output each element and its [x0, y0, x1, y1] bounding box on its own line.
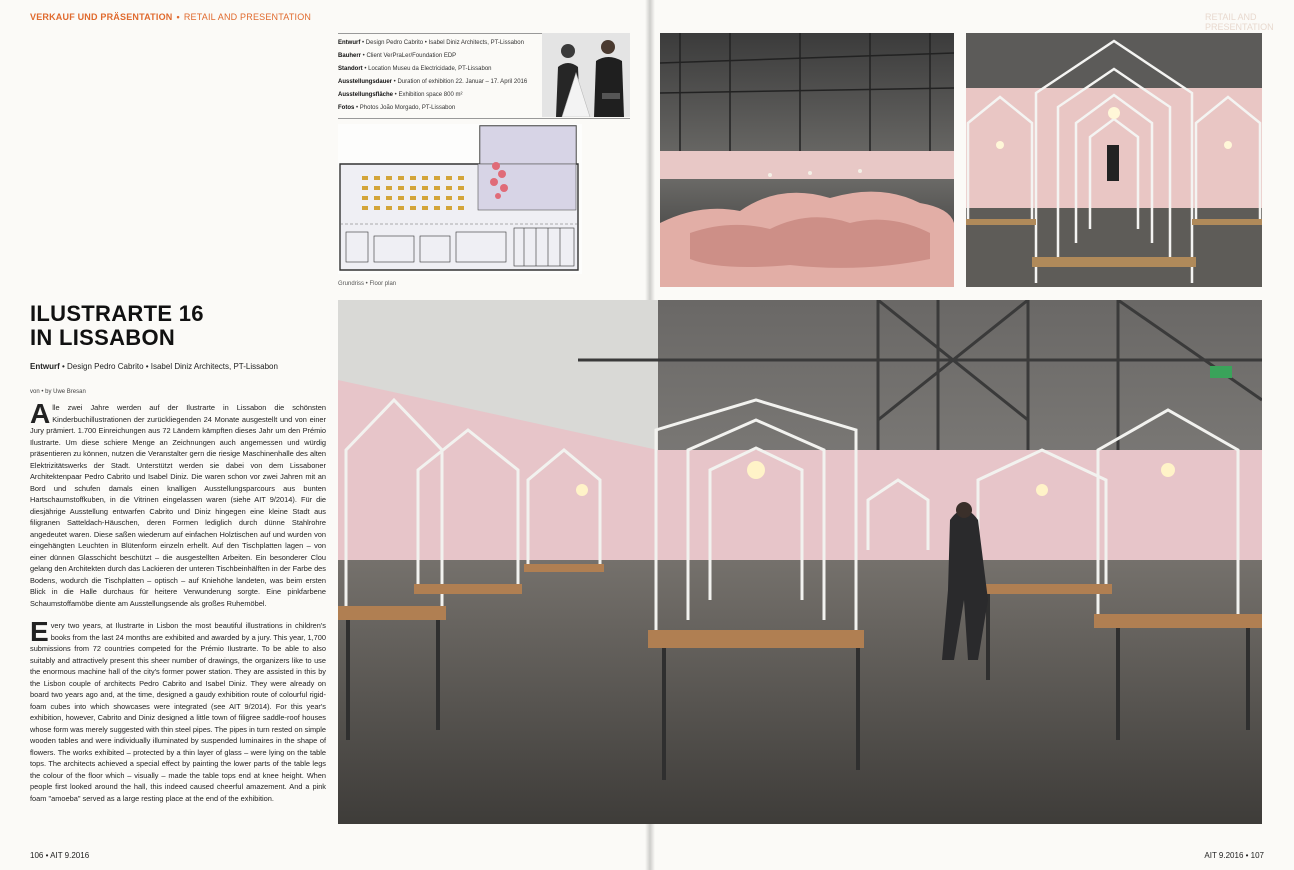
fact-value: • Exhibition space 800 m²: [393, 92, 463, 98]
credit-label: Entwurf: [30, 362, 60, 371]
fact-value: • Client VerPraLer/Foundation EDP: [361, 53, 457, 59]
fact-row: [338, 63, 538, 76]
body-text: lle zwei Jahre werden auf der Ilustrarte in Lissabon die schönsten Kinderbuchillustrationen der zurückliegenden 24 Monate ausgestellt und von einer Jury prämiert. 1.700 Einreichungen aus 72 Ländern kämpften dieses Jahr um den Prémio Ilustrarte. Um diese schiere Menge an Zeichnungen auch angemessen und würdig präsentieren zu können, nutzen die Veranstalter gern die riesige Maschinenhalle des alten Elektrizitätswerks der Stadt. Unterstützt werden sie dabei von dem Lissaboner Architektenpaar Pedro Cabrito und Isabel Diniz. Die waren schon vor zwei Jahren mit an Bord und schufen damals einen knalligen Ausstellungsparcours aus bunten Hartschaumstoffkuben, in die Vitrinen eingelassen waren (siehe AIT 9/2014). Für die diesjährige Ausstellung entwarfen Cabrito und Diniz hingegen eine kleine Stadt aus filigranen Satteldach-Häuschen, deren Formen lediglich durch dünne Stahlrohre angedeutet waren. Diese saßen wiederum auf einfachen Holztischen auf und wurden von eingehängten Leuchten in Blütenform einzeln erhellt. Auf den Tischplatten lagen – von einer dünnen Glasschicht beschützt – die ausgestellten Arbeiten. Ein besonderer Clou gelang den Architekten durch das Lackieren der unteren Tischbeinhälften in der Farbe des Bodens, wodurch die Tischplatten – optisch – auf Kniehöhe landeten, was beim ersten Blick in die Halle durchaus für heitere Verwunderung sorgte. Eine pinkfarbene Schaumstoffamöbe diente am Ausstellungsende als großes Ruhemöbel.: [30, 403, 326, 608]
floor-plan-drawing: [338, 124, 582, 274]
body-text-german: [30, 398, 326, 609]
article-title-line-2: IN LISSABON: [30, 325, 176, 350]
photo-exhibition-hall-panorama: [338, 300, 1262, 824]
photo-house-frames-corridor: [966, 33, 1262, 287]
fact-label: Standort: [338, 66, 363, 72]
right-running-head: RETAIL AND PRESENTATION: [1205, 12, 1274, 32]
fact-value: • Duration of exhibition 22. Januar – 17. April 2016: [392, 79, 528, 85]
fact-value: • Photos João Morgado, PT-Lissabon: [354, 105, 456, 111]
fact-label: Fotos: [338, 105, 355, 111]
article-title: [30, 302, 204, 350]
fact-row: [338, 102, 538, 115]
credit-value: • Design Pedro Cabrito • Isabel Diniz Architects, PT-Lissabon: [59, 362, 278, 371]
article-title-line-1: ILUSTRARTE 16: [30, 301, 204, 326]
architects-portrait-photo: [542, 33, 630, 117]
section-title-en: RETAIL AND PRESENTATION: [183, 12, 312, 22]
author-byline: von • by Uwe Bresan: [30, 389, 86, 395]
drop-cap: A: [30, 398, 51, 429]
design-credit: [30, 362, 278, 371]
fact-value: • Location Museu da Electricidade, PT-Lissabon: [362, 66, 492, 72]
section-separator: •: [176, 12, 180, 22]
fact-value: • Design Pedro Cabrito • Isabel Diniz Architects, PT-Lissabon: [360, 40, 524, 46]
page-number-left: 106 • AIT 9.2016: [30, 851, 90, 860]
fact-row: [338, 89, 538, 102]
photo-pink-foam-amoeba: [660, 33, 954, 287]
section-title-de: VERKAUF UND PRÄSENTATION: [30, 12, 173, 22]
page-number-right: AIT 9.2016 • 107: [1204, 851, 1264, 860]
drop-cap: E: [30, 616, 49, 647]
fact-row: [338, 50, 538, 63]
fact-label: Ausstellungsfläche: [338, 92, 394, 98]
fact-label: Bauherr: [338, 53, 362, 59]
fact-row: [338, 37, 538, 50]
body-text: very two years, at Ilustrarte in Lisbon the most beautiful illustrations in children's books from the last 24 months are exhibited and awarded by a jury. This year, 1,700 submissions from 72 countries competed for the Prémio Ilustrarte. To be able to also suitably and attractively present this sheer number of drawings, the organizers like to use the enormous machine hall of the city's former power station. They are assisted in this by the Lisbon couple of architects Pedro Cabrito and Isabel Diniz. They were already on board two years ago and, at the time, designed a gaudy exhibition route of colourful rigid-foam cubes into which showcases were integrated (see AIT 9/2014). For this year's exhibition, however, Cabrito and Diniz designed a little town of filigree saddle-roof houses whose form was merely suggested with thin steel pipes. The pipes in turn rested on simple wooden tables and were individually illuminated by suspended luminaires in the shape of flowers. The works exhibited – protected by a thin layer of glass – were lying on the table tops. The architects achieved a special effect by painting the lower parts of the table legs the colour of the floor which – visually – made the table tops end at knee height. When people first looked around the hall, this indeed caused cheerful amazement. And a pink foam "amoeba" served as a large resting place at the end of the exhibition.: [30, 621, 326, 803]
fact-label: Entwurf: [338, 40, 361, 46]
body-text-english: [30, 616, 326, 804]
fact-row: [338, 76, 538, 89]
section-header: [30, 12, 311, 22]
fact-label: Ausstellungsdauer: [338, 79, 393, 85]
floor-plan-caption: Grundriss • Floor plan: [338, 281, 397, 287]
